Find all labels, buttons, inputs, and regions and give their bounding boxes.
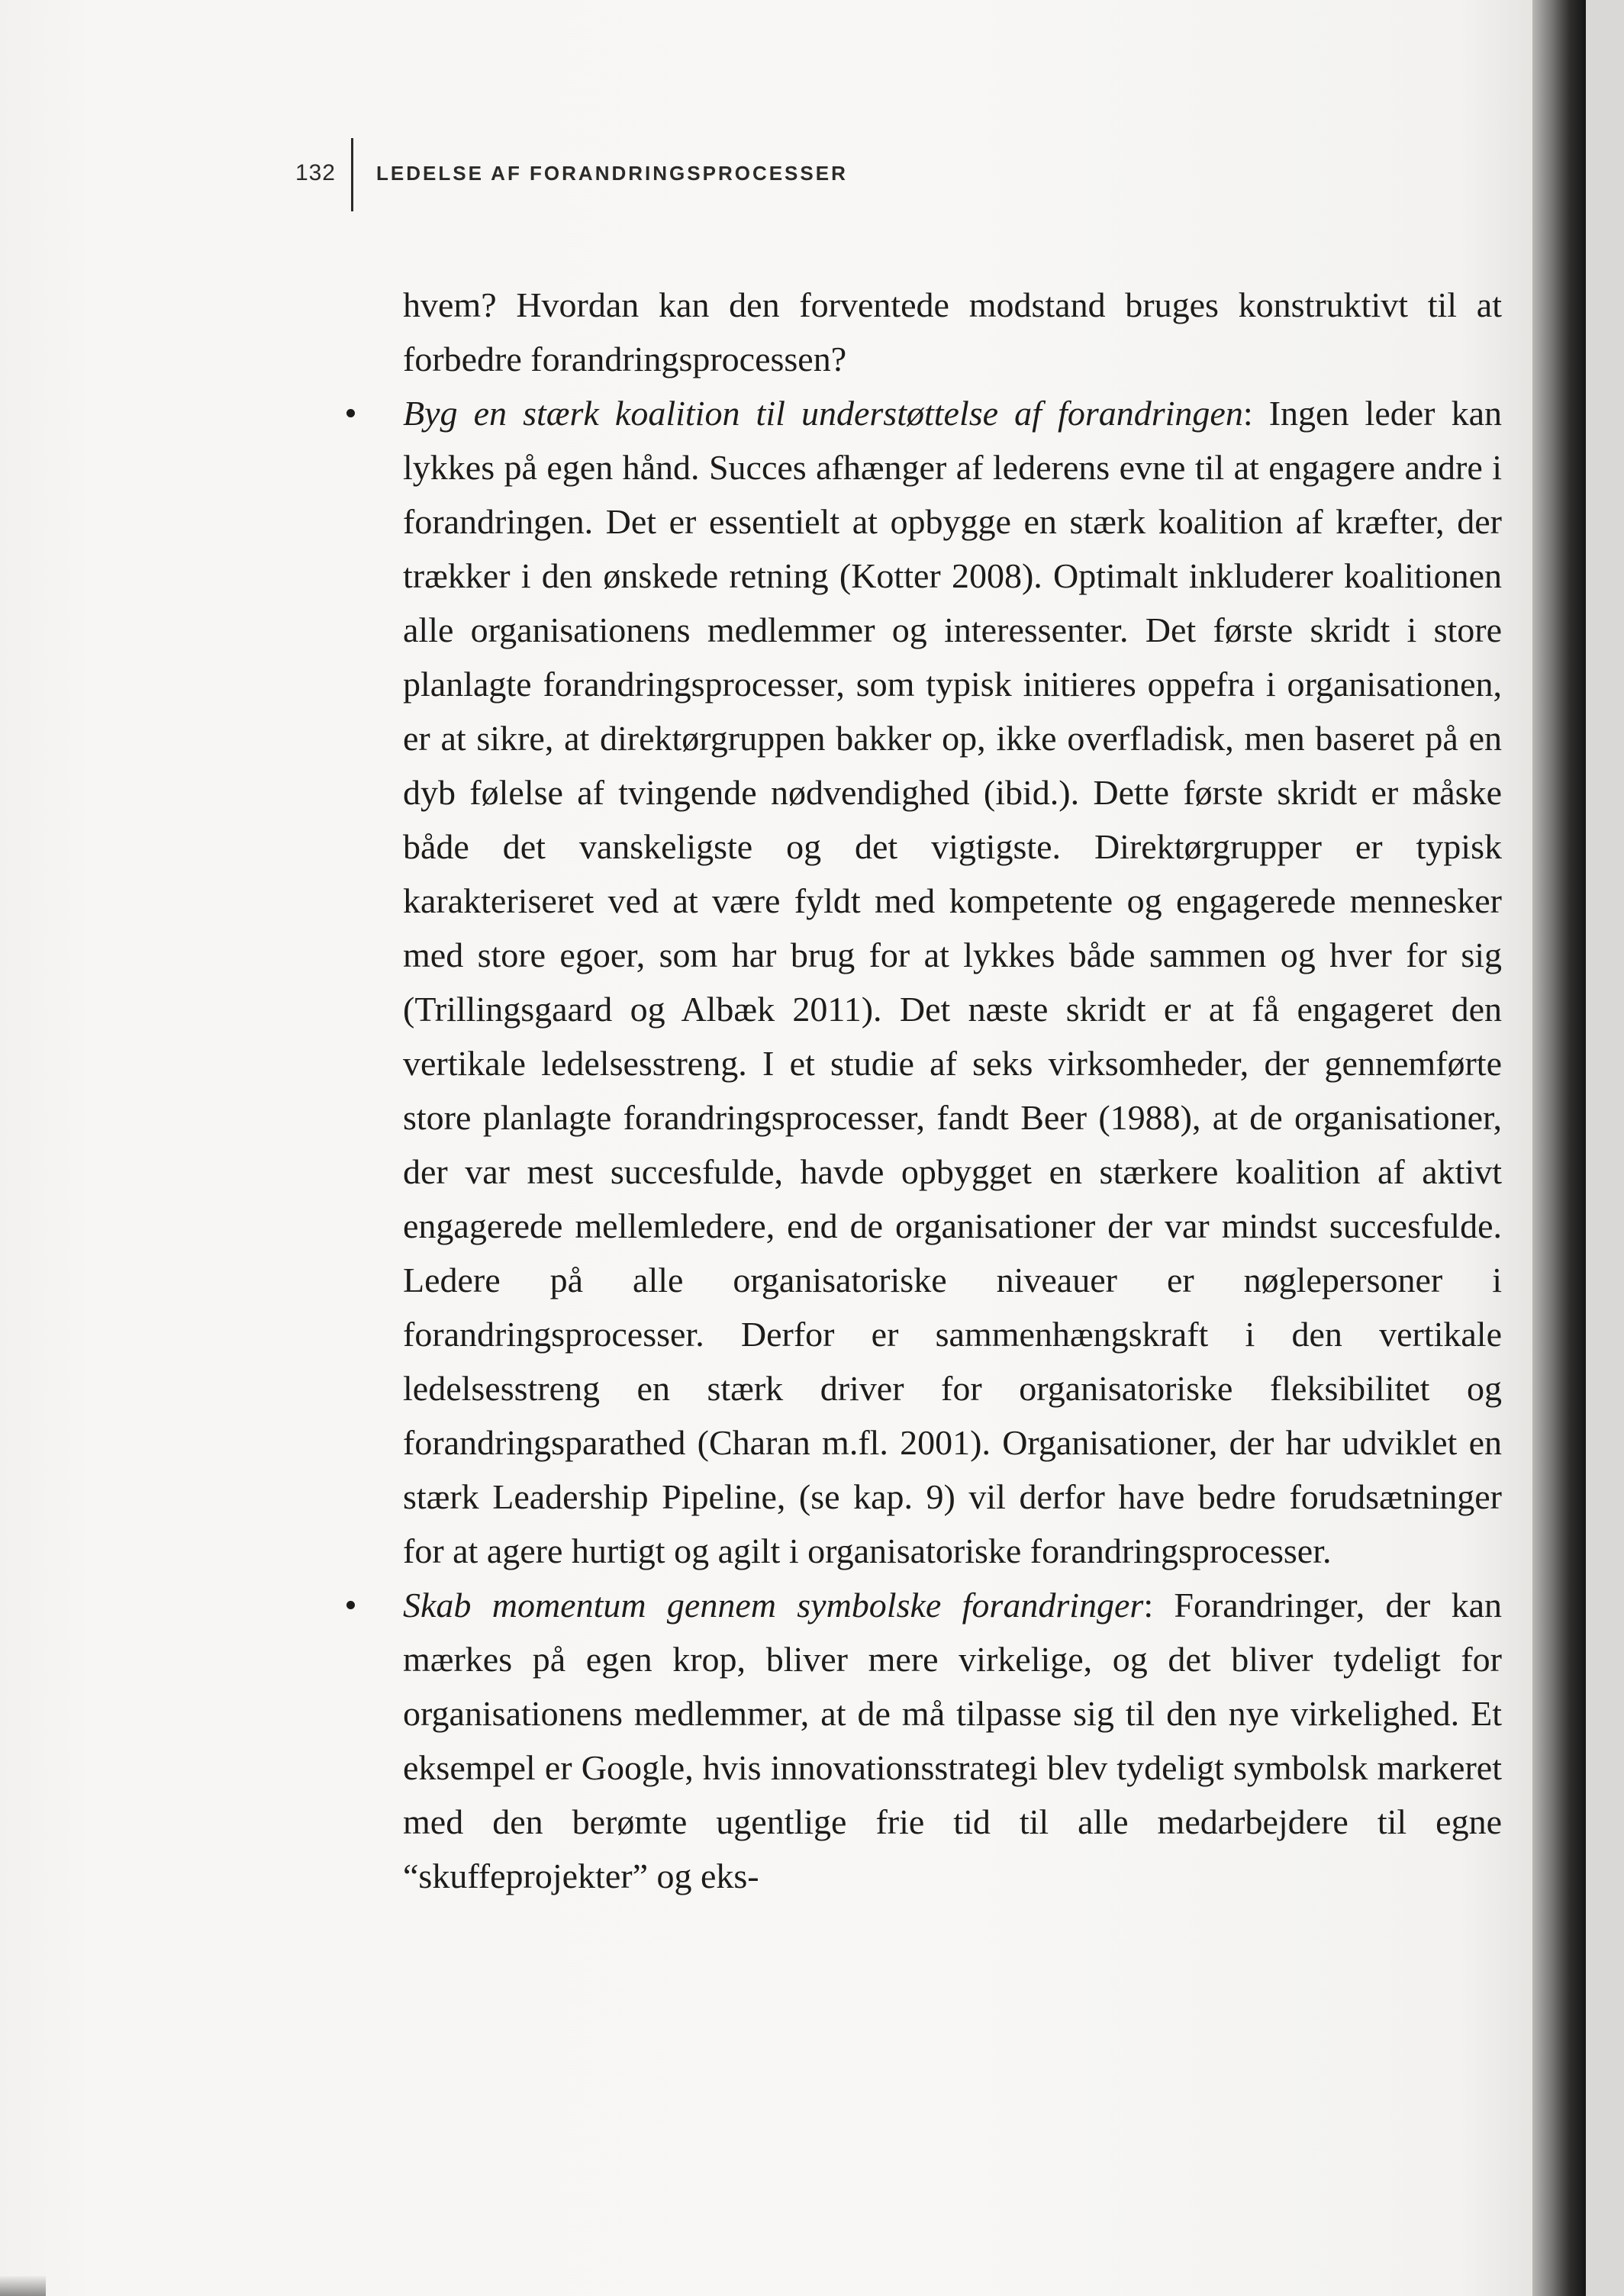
bullet-lead: Byg en stærk koalition til understøttelse af forandringen: [403, 394, 1243, 433]
page-number: 132: [295, 160, 336, 185]
bullet-lead: Skab momentum gennem symbolske forandringer: [403, 1586, 1144, 1625]
bullet-text: : Forandringer, der kan mærkes på egen krop, bliver mere virkelige, og det bliver tydeligt for organisationens medlemmer, at de må tilpasse sig til den nye virkelighed. Et eksempel er Google, hvis innovationsstrategi blev tydeligt symbolsk markeret med den berømte ugentlige frie tid til alle medarbejdere til egne “skuffeprojekter” og eks-: [403, 1586, 1502, 1895]
page-corner-shadow: [0, 2276, 46, 2296]
bullet-list: [403, 386, 1502, 1903]
bullet-icon: [346, 409, 355, 417]
bullet-icon: [346, 1601, 355, 1609]
bullet-text: : Ingen leder kan lykkes på egen hånd. Succes afhænger af lederens evne til at engagere andre i forandringen. Det er essentielt at opbygge en stærk koalition af kræfter, der trækker i den ønskede retning (Kotter 2008). Optimalt inkluderer koalitionen alle organisationens medlemmer og interessenter. Det første skridt i store planlagte forandringsprocesser, som typisk initieres oppefra i organisationen, er at sikre, at direktørgruppen bakker op, ikke overfladisk, men baseret på en dyb følelse af tvingende nødvendighed (ibid.). Dette første skridt er måske både det vanskeligste og det vigtigste. Direktørgrupper er typisk karakteriseret ved at være fyldt med kompetente og engagerede mennesker med store egoer, som har brug for at lykkes både sammen og hver for sig (Trillingsgaard og Albæk 2011). Det næste skridt er at få engageret den vertikale ledelsesstreng. I et studie af seks virksomheder, der gennemførte store planlagte forandringsprocesser, fandt Beer (1988), at de organisationer, der var mest succesfulde, havde opbygget en stærkere koalition af aktivt engagerede mellemledere, end de organisationer der var mindst succesfulde. Ledere på alle organisatoriske niveauer er nøglepersoner i forandringsprocesser. Derfor er sammenhængskraft i den vertikale ledelsesstreng en stærk driver for organisatoriske fleksibilitet og forandringsparathed (Charan m.fl. 2001). Organisationer, der har udviklet en stærk Leadership Pipeline, (se kap. 9) vil derfor have bedre forudsætninger for at agere hurtigt og agilt i organisatoriske forandringsprocesser.: [403, 394, 1502, 1570]
chapter-title: LEDELSE AF FORANDRINGSPROCESSER: [376, 161, 848, 185]
body-text: [403, 278, 1502, 1903]
bullet-item-coalition: [403, 386, 1502, 1578]
continuation-paragraph: hvem? Hvordan kan den forventede modstand bruges konstruktivt til at forbedre forandringsprocessen?: [403, 285, 1502, 378]
bullet-item-momentum: [403, 1578, 1502, 1903]
book-spine-shadow: [1532, 0, 1586, 2296]
running-head: [259, 147, 848, 200]
